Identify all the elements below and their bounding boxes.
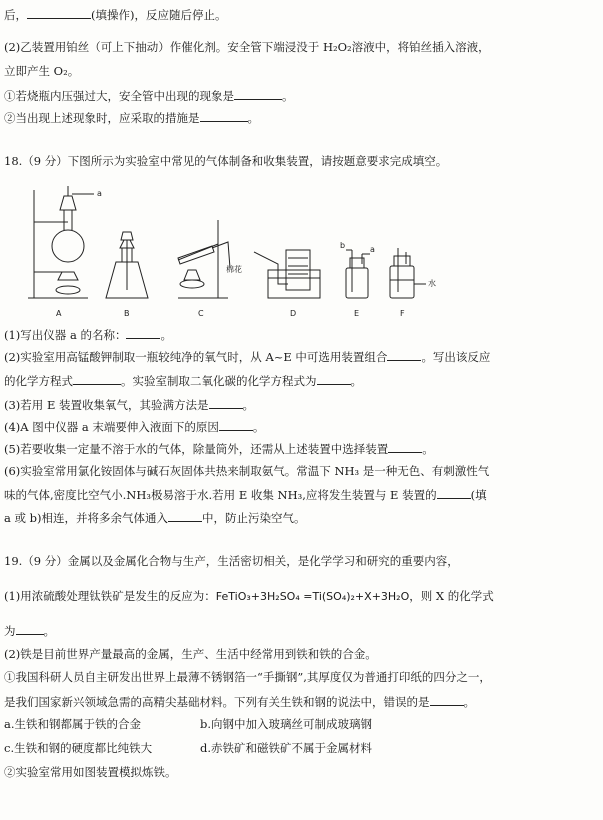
- q18-part-5: (5)若要收集一定量不溶于水的气体，除量筒外，还需从上述装置中选择装置 。: [4, 442, 434, 456]
- answer-blank[interactable]: [73, 372, 121, 385]
- label-water: 水: [428, 279, 436, 288]
- q19-part-2: (2)铁是目前世界产量最高的金属，生产、生活中经常用到铁和铁的合金。: [4, 647, 377, 661]
- answer-blank[interactable]: [430, 693, 464, 706]
- label-a: a: [97, 189, 102, 198]
- answer-blank[interactable]: [387, 348, 421, 361]
- label-A: A: [56, 309, 62, 318]
- q17-line-1: 后， (填操作)，反应随后停止。: [4, 8, 227, 22]
- apparatus-drawing: [28, 180, 448, 322]
- option-b[interactable]: b.向钢中加入玻璃丝可制成玻璃钢: [200, 717, 373, 731]
- reaction-formula: FeTiO₃+3H₂SO₄ =Ti(SO₄)₂+X+3H₂O: [215, 590, 410, 603]
- q18-part-6-end: a 或 b)相连，并将多余气体通入 中，防止污染空气。: [4, 511, 306, 525]
- q18-part-6: (6)实验室常用氯化铵固体与碱石灰固体共热来制取氨气。常温下 NH₃ 是一种无色、有刺激性气: [4, 464, 490, 478]
- label-cotton: 棉花: [226, 265, 242, 274]
- label-E: E: [354, 309, 360, 318]
- label-C: C: [198, 309, 204, 318]
- label-F: F: [400, 309, 405, 318]
- q18-part-2-cont: 的化学方程式 。实验室制取二氧化碳的化学方程式为 。: [4, 374, 362, 388]
- answer-blank[interactable]: [16, 622, 44, 635]
- label-D: D: [290, 309, 297, 318]
- q19-part-2-1-cont: 是我们国家新兴领域急需的高精尖基础材料。下列有关生铁和钢的说法中，错误的是 。: [4, 695, 475, 709]
- answer-blank[interactable]: [126, 326, 160, 339]
- answer-blank[interactable]: [437, 486, 471, 499]
- label-B: B: [124, 309, 130, 318]
- answer-blank[interactable]: [168, 509, 202, 522]
- q19-part-2-2: ②实验室常用如图装置模拟炼铁。: [4, 765, 177, 779]
- option-c[interactable]: c.生铁和钢的硬度都比纯铁大: [4, 741, 153, 755]
- options-row-1: [4, 716, 595, 732]
- q18-part-3: (3)若用 E 装置收集氧气，其验满方法是 。: [4, 398, 254, 412]
- answer-blank[interactable]: [234, 87, 282, 100]
- label-port-b: b: [340, 241, 346, 250]
- q17-line-4: ①若烧瓶内压强过大，安全管中出现的现象是 。: [4, 89, 294, 103]
- q18-part-1: (1)写出仪器 a 的名称： 。: [4, 328, 172, 342]
- options-row-2: [4, 740, 595, 756]
- label-port-a: a: [370, 245, 375, 254]
- answer-blank[interactable]: [27, 6, 91, 19]
- answer-blank[interactable]: [209, 396, 243, 409]
- answer-blank[interactable]: [219, 418, 253, 431]
- option-a[interactable]: a.生铁和钢都属于铁的合金: [4, 717, 142, 731]
- answer-blank[interactable]: [388, 440, 422, 453]
- q19-part-2-1: ①我国科研人员自主研发出世界上最薄不锈钢箔一“手撕钢”,其厚度仅为普通打印纸的四分之一，: [4, 670, 491, 684]
- q18-part-6-cont: 味的气体,密度比空气小.NH₃极易溶于水.若用 E 收集 NH₃,应将发生装置与 E 装置的 (填: [4, 488, 487, 502]
- q19-part-1-end: 为 。: [4, 624, 55, 638]
- answer-blank[interactable]: [200, 109, 248, 122]
- answer-blank[interactable]: [317, 372, 351, 385]
- q17-line-5: ②当出现上述现象时，应采取的措施是 。: [4, 111, 259, 125]
- q17-line-3: 立即产生 O₂。: [4, 64, 80, 78]
- q17-line-2: (2)乙装置用铂丝（可上下抽动）作催化剂。安全管下端浸没于 H₂O₂溶液中，将铂丝插入溶液，: [4, 40, 490, 54]
- q19-part-1: (1)用浓硫酸处理钛铁矿是发生的反应为：FeTiO₃+3H₂SO₄ =Ti(SO₄)₂+X+3H₂O，则 X 的化学式: [4, 589, 494, 603]
- q18-part-2: (2)实验室用高锰酸钾制取一瓶较纯净的氧气时，从 A~E 中可选用装置组合 。写出该反应: [4, 350, 491, 364]
- q18-part-4: (4)A 图中仪器 a 末端要伸入液面下的原因 。: [4, 420, 265, 434]
- q19-title: 19.（9 分）金属以及金属化合物与生产，生活密切相关，是化学学习和研究的重要内容，: [4, 554, 459, 568]
- apparatus-figure: [28, 180, 448, 322]
- q18-title: 18.（9 分）下图所示为实验室中常见的气体制备和收集装置，请按题意要求完成填空。: [4, 154, 448, 168]
- option-d[interactable]: d.赤铁矿和磁铁矿不属于金属材料: [200, 741, 373, 755]
